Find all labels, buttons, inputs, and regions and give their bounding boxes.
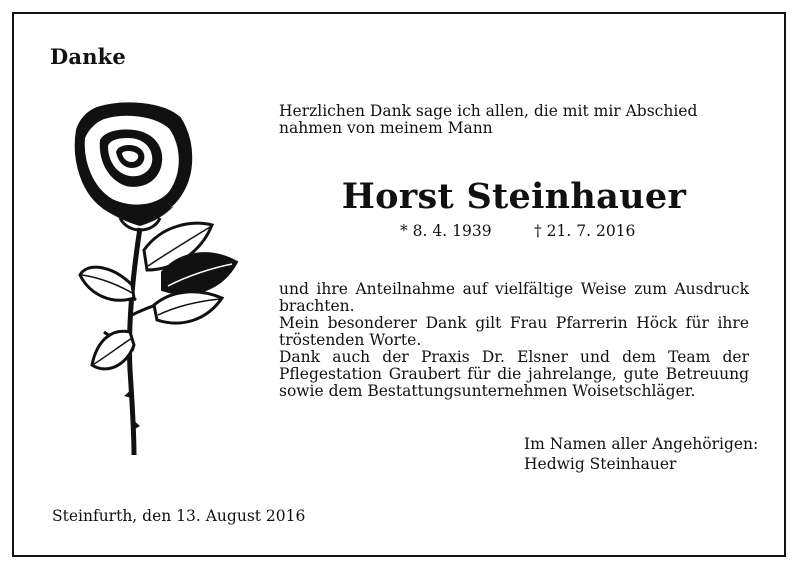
death-date: † 21. 7. 2016 — [534, 222, 636, 240]
thanks-paragraph: und ihre Anteilnahme auf vielfältige Weise zum Ausdruck brachten. — [279, 280, 749, 315]
signature-name: Hedwig Steinhauer — [524, 455, 677, 473]
thanks-paragraph: Mein besonderer Dank gilt Frau Pfarrerin Höck für ihre tröstenden Worte. — [279, 314, 749, 349]
deceased-name: Horst Steinhauer — [341, 176, 687, 217]
thanks-paragraph: Dank auch der Praxis Dr. Elsner und dem Team der Pflegestation Graubert für die jahrelange, gute Betreuung sowie dem Bestattungsunternehmen Woisetschläger. — [279, 348, 749, 400]
signature-block — [524, 434, 758, 474]
intro-text: Herzlichen Dank sage ich allen, die mit mir Abschied nahmen von meinem Mann — [279, 102, 698, 137]
thanks-body — [279, 281, 749, 400]
place-date: Steinfurth, den 13. August 2016 — [52, 507, 306, 525]
signature-line: Im Namen aller Angehörigen: — [524, 435, 759, 453]
rose-illustration — [62, 100, 247, 460]
birth-date: * 8. 4. 1939 — [400, 222, 492, 240]
notice-heading: Danke — [50, 44, 126, 69]
